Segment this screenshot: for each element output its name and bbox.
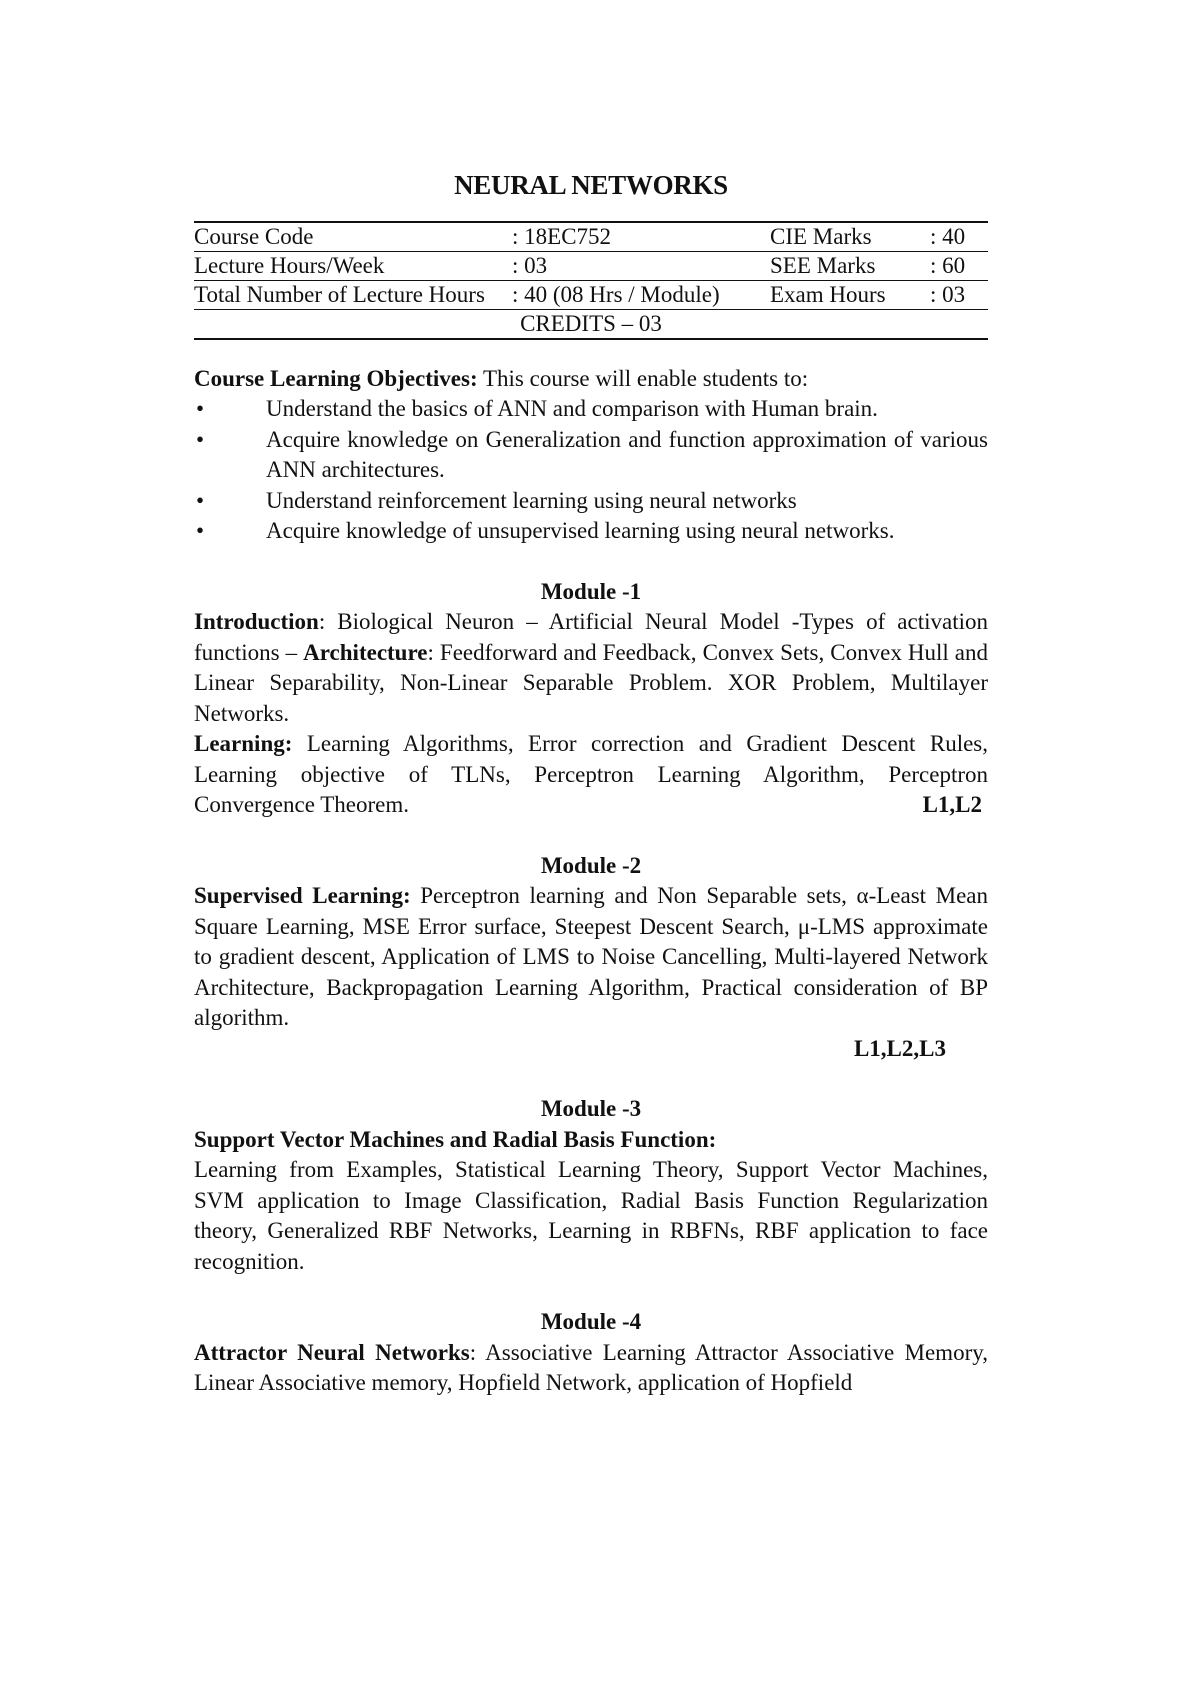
list-item (194, 425, 988, 486)
architecture-term: Architecture (303, 639, 428, 665)
page-title: NEURAL NETWORKS (454, 170, 728, 200)
table-row (194, 251, 988, 280)
module-2-heading: Module -2 (540, 852, 642, 878)
objectives-heading: Course Learning Objectives: (194, 365, 478, 391)
module-1-heading: Module -1 (540, 578, 642, 604)
exam-hours-label: Exam Hours (770, 280, 930, 309)
see-marks-label: SEE Marks (770, 251, 930, 280)
objectives-intro: This course will enable students to: (477, 365, 809, 391)
total-hours-value: : 40 (08 Hrs / Module) (512, 280, 770, 309)
learning-term: Learning: (194, 731, 293, 756)
exam-hours-value: : 03 (930, 280, 988, 309)
attractor-networks-term: Attractor Neural Networks (194, 1339, 470, 1365)
module-2-levels: L1,L2,L3 (853, 1035, 946, 1061)
table-row (194, 280, 988, 309)
see-marks-value: : 60 (930, 251, 988, 280)
architecture-text: : Feedforward and Feedback, Convex Sets, Convex Hull and Linear Separability, Non-Linear Separable Problem. XOR Problem, Multilayer Networks. (194, 639, 988, 726)
lecture-hours-value: : 03 (512, 251, 770, 280)
module-4-heading: Module -4 (540, 1309, 642, 1334)
module-2-body (194, 881, 988, 1034)
total-hours-label: Total Number of Lecture Hours (194, 280, 512, 309)
course-code-label: Course Code (194, 222, 512, 252)
module-1-intro (194, 607, 988, 729)
course-info-table (194, 221, 988, 340)
table-row (194, 309, 988, 339)
supervised-learning-text: Perceptron learning and Non Separable sets, α-Least Mean Square Learning, MSE Error surface, Steepest Descent Search, μ-LMS approximate to gradient descent, Application of LMS to Noise Cancelling, Multi-layered Network Architecture, Backpropagation Learning Algorithm, Practical consideration of BP algorithm. (194, 883, 988, 1030)
list-item (194, 394, 988, 425)
objective-text: Acquire knowledge on Generalization and function approximation of various ANN architectures. (266, 426, 988, 482)
cie-marks-value: : 40 (930, 222, 988, 252)
module-3-heading: Module -3 (540, 1096, 642, 1121)
objectives-list (194, 394, 988, 547)
objective-text: Understand the basics of ANN and comparison with Human brain. (266, 396, 878, 421)
module-1-learning (194, 729, 988, 821)
syllabus-page (194, 170, 988, 1399)
bullet-icon: • (196, 426, 205, 452)
module-4-body (194, 1338, 988, 1399)
module-3-subheading (194, 1125, 988, 1156)
list-item (194, 516, 988, 547)
bullet-icon: • (196, 518, 205, 543)
cie-marks-label: CIE Marks (770, 222, 930, 252)
introduction-text: : Biological Neuron – Artificial Neural Model -Types of activation functions – (194, 609, 988, 665)
learning-text: Learning Algorithms, Error correction and Gradient Descent Rules, Learning objective of TLNs, Perceptron Learning Algorithm, Perceptron Convergence Theorem. (194, 731, 988, 817)
lecture-hours-label: Lecture Hours/Week (194, 251, 512, 280)
objective-text: Acquire knowledge of unsupervised learning using neural networks. (266, 518, 895, 543)
attractor-networks-text: : Associative Learning Attractor Associative Memory, Linear Associative memory, Hopfield Network, application of Hopfield (194, 1339, 988, 1395)
list-item (194, 486, 988, 517)
introduction-term: Introduction (194, 609, 319, 634)
course-code-value: : 18EC752 (512, 222, 770, 252)
course-objectives (194, 364, 988, 547)
credits: CREDITS – 03 (520, 310, 662, 336)
supervised-learning-term: Supervised Learning: (194, 883, 411, 908)
bullet-icon: • (196, 487, 205, 513)
module-1-levels: L1,L2 (922, 792, 982, 817)
objectives-heading-line (194, 364, 988, 395)
svm-rbf-term: Support Vector Machines and Radial Basis Function: (194, 1126, 717, 1152)
bullet-icon: • (196, 396, 205, 421)
table-row (194, 222, 988, 252)
objective-text: Understand reinforcement learning using neural networks (266, 487, 797, 513)
module-3-body: Learning from Examples, Statistical Learning Theory, Support Vector Machines, SVM application to Image Classification, Radial Basis Function Regularization theory, Generalized RBF Networks, Learning in RBFNs, RBF application to face recognition. (194, 1157, 988, 1274)
